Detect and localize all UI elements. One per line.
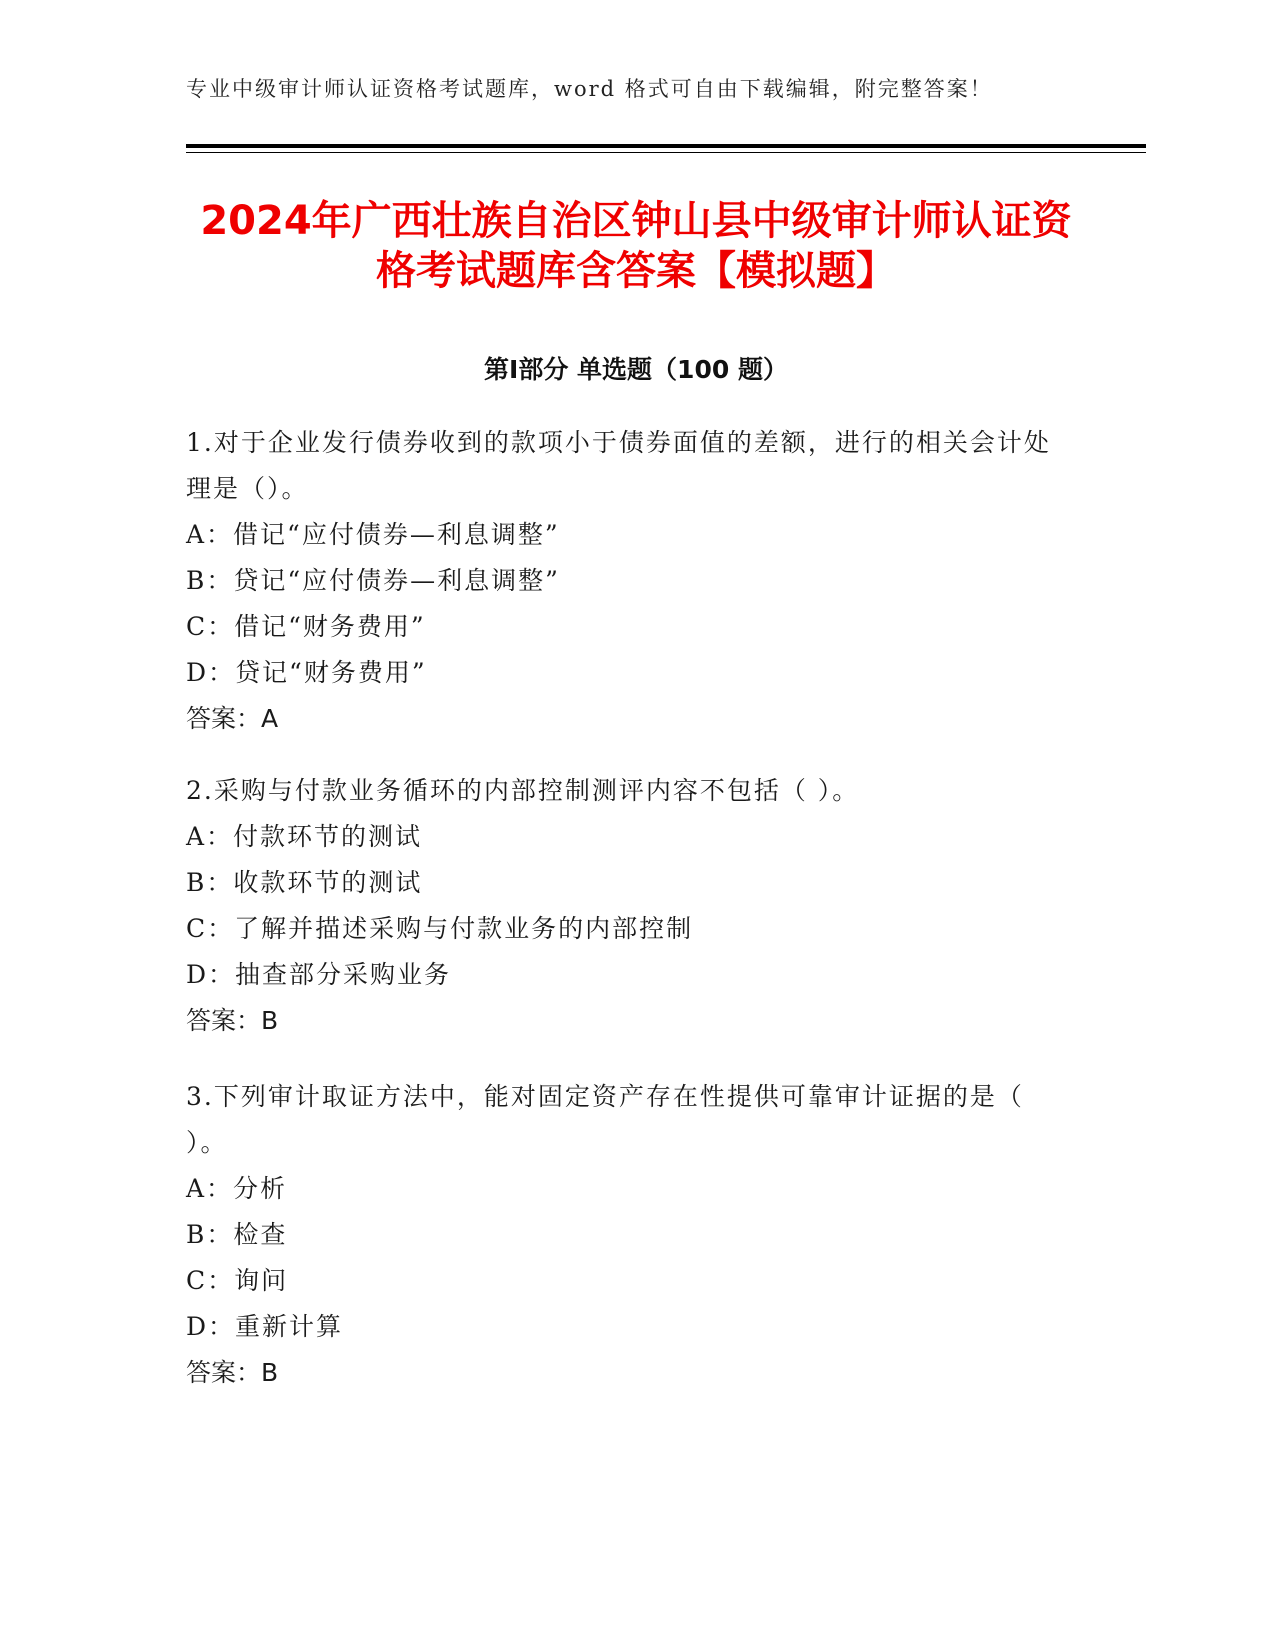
option-d: D：抽查部分采购业务 (186, 960, 452, 989)
option-c: C：询问 (186, 1266, 289, 1295)
option-a: A：分析 (186, 1174, 288, 1203)
document-title: 2024年广西壮族自治区钟山县中级审计师认证资格考试题库含答案【模拟题】 (200, 198, 1072, 294)
option-b: B：检查 (186, 1220, 288, 1249)
question-1 (186, 420, 1066, 742)
header-rule-thick (186, 144, 1146, 148)
header-note: 专业中级审计师认证资格考试题库，word 格式可自由下载编辑，附完整答案！ (186, 77, 993, 101)
question-3 (186, 1074, 1066, 1396)
answer: 答案：A (186, 704, 279, 733)
question-stem: 3.下列审计取证方法中，能对固定资产存在性提供可靠审计证据的是（ ）。 (186, 1082, 1024, 1157)
option-b: B：贷记“应付债券—利息调整” (186, 566, 560, 595)
question-2 (186, 768, 1066, 1044)
answer: 答案：B (186, 1358, 279, 1387)
option-a: A：借记“应付债券—利息调整” (186, 520, 560, 549)
section-title: 第Ⅰ部分 单选题（100 题） (484, 355, 788, 384)
option-a: A：付款环节的测试 (186, 822, 423, 851)
question-stem: 2.采购与付款业务循环的内部控制测评内容不包括（ ）。 (186, 776, 860, 805)
option-d: D：重新计算 (186, 1312, 344, 1341)
option-d: D：贷记“财务费用” (186, 658, 427, 687)
option-c: C：了解并描述采购与付款业务的内部控制 (186, 914, 694, 943)
option-b: B：收款环节的测试 (186, 868, 423, 897)
question-stem: 1.对于企业发行债券收到的款项小于债券面值的差额，进行的相关会计处理是（）。 (186, 428, 1051, 503)
answer: 答案：B (186, 1006, 279, 1035)
option-c: C：借记“财务费用” (186, 612, 426, 641)
header-rule-thin (186, 152, 1146, 153)
